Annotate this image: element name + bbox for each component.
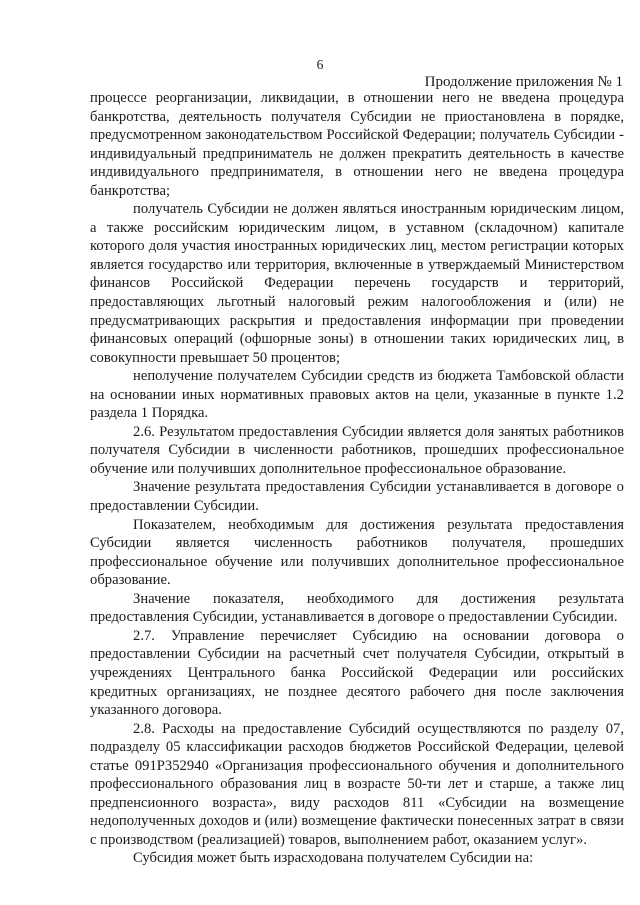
page-number: 6 xyxy=(316,57,324,72)
paragraph: 2.6. Результатом предоставления Субсидии является доля занятых работников получателя Субсидии в численности работников, прошедших профессиональное обучение или получивших дополнительное профессиональное образование. xyxy=(90,423,624,477)
paragraph: 2.7. Управление перечисляет Субсидию на основании договора о предоставлении Субсидии на расчетный счет получателя Субсидии, открытый в учреждениях Центрального банка Российской Федерации или российских кредитных организациях, не позднее десятого рабочего дня после заключения указанного договора. xyxy=(90,627,624,719)
paragraph: 2.8. Расходы на предоставление Субсидий осуществляются по разделу 07, подразделу 05 классификации расходов бюджетов Российской Федерации, целевой статье 091Р352940 «Организация профессионального обучения и дополнительного профессионального образования лиц в возрасте 50-ти лет и старше, а также лиц предпенсионного возраста», виду расходов 811 «Субсидии на возмещение недополученных доходов и (или) возмещение фактически понесенных затрат в связи с производством (реализацией) товаров, выполнением работ, оказанием услуг». xyxy=(90,720,624,848)
paragraph: Значение показателя, необходимого для достижения результата предоставления Субсидии, устанавливается в договоре о предоставлении Субсидии. xyxy=(90,590,624,626)
paragraph: Значение результата предоставления Субсидии устанавливается в договоре о предоставлении Субсидии. xyxy=(90,479,624,515)
document-body xyxy=(90,89,624,868)
paragraph: процессе реорганизации, ликвидации, в отношении него не введена процедура банкротства, деятельность получателя Субсидии не приостановлена в порядке, предусмотренном законодательством Российской Федерации; получатель Субсидии - индивидуальный предприниматель не должен прекратить деятельность в качестве индивидуального предпринимателя, в отношении него не введена процедура банкротства; xyxy=(90,90,624,199)
appendix-continuation-label: Продолжение приложения № 1 xyxy=(424,74,623,90)
paragraph: получатель Субсидии не должен являться иностранным юридическим лицом, а также российским юридическим лицом, в уставном (складочном) капитале которого доля участия иностранных юридических лиц, местом регистрации которых является государство или территория, включенные в утверждаемый Министерством финансов Российской Федерации перечень государств и территорий, предоставляющих льготный налоговый режим налогообложения и (или) не предусматривающих раскрытия и предоставления информации при проведении финансовых операций (офшорные зоны) в отношении таких юридических лиц, в совокупности превышает 50 процентов; xyxy=(90,201,624,366)
paragraph: Субсидия может быть израсходована получателем Субсидии на: xyxy=(133,850,534,867)
paragraph: Показателем, необходимым для достижения результата предоставления Субсидии является численность работников получателя, прошедших профессиональное обучение или получивших дополнительное профессиональное образование. xyxy=(90,516,624,589)
paragraph: неполучение получателем Субсидии средств из бюджета Тамбовской области на основании иных нормативных правовых актов на цели, указанные в пункте 1.2 раздела 1 Порядка. xyxy=(90,368,624,422)
